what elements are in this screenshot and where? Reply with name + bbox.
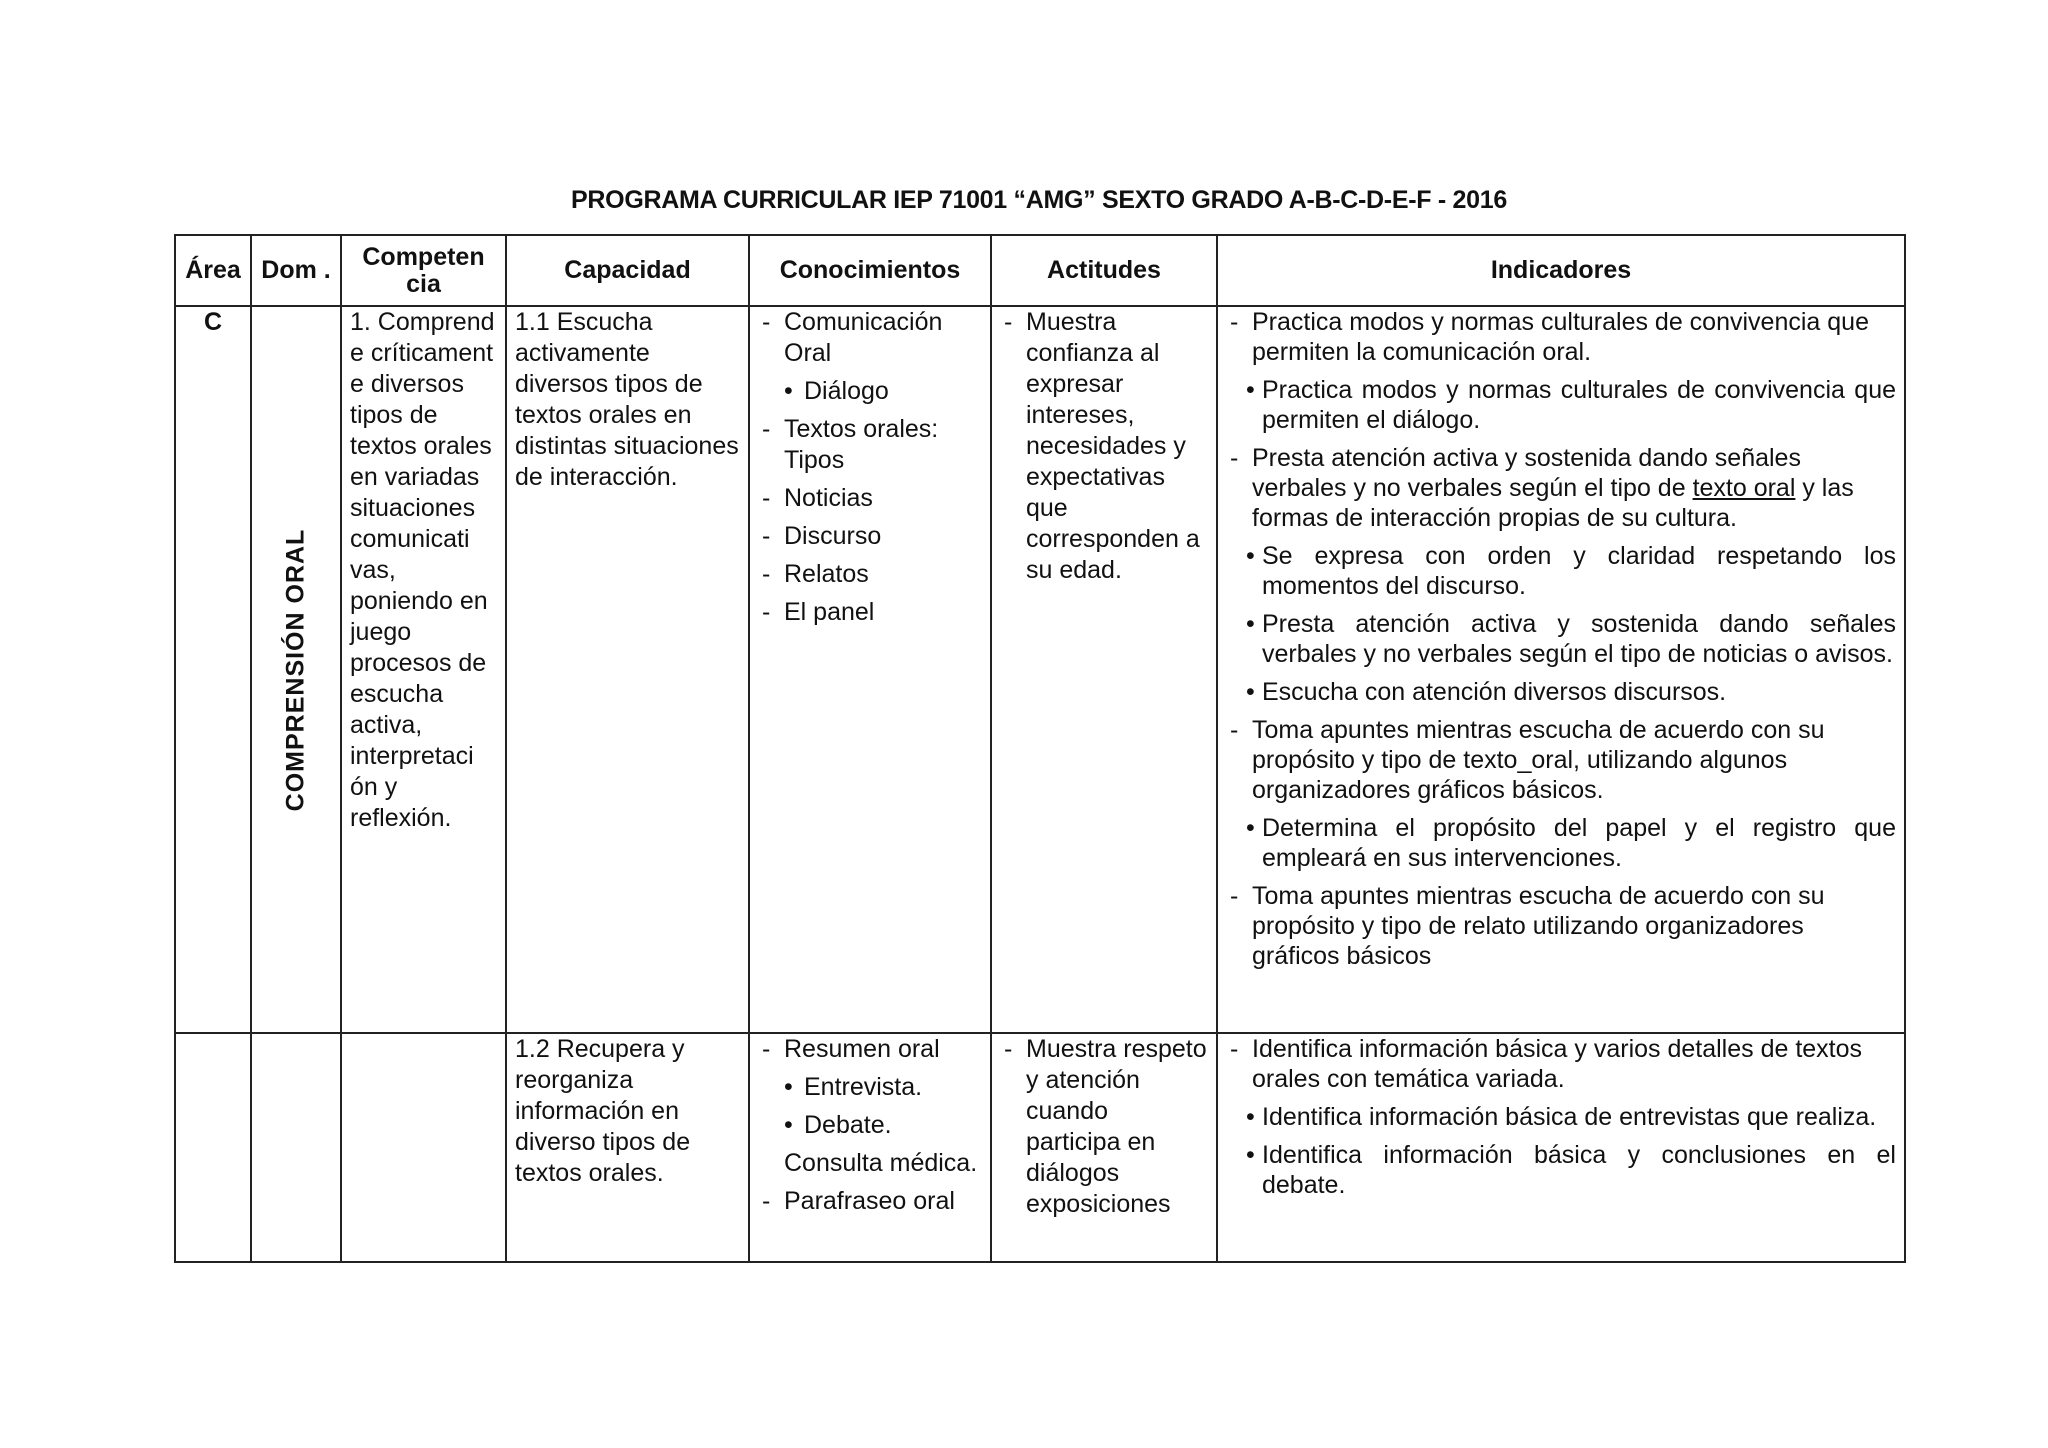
table-header-row (175, 235, 1905, 306)
competencia-cell (341, 1033, 506, 1262)
list-item: • Debate. (758, 1110, 982, 1141)
header-conocimientos: Conocimientos (749, 235, 991, 306)
list-item: - Discurso (758, 521, 982, 552)
indicator-text: y las formas de interacción propias de su cultura. (1252, 474, 1854, 532)
list-item: - Textos orales: Tipos (758, 414, 982, 476)
list-item: - Toma apuntes mientras escucha de acuerdo con su propósito y tipo de texto_oral, utilizando algunos organizadores gráficos básicos. (1226, 715, 1896, 805)
list-item: • Se expresa con orden y claridad respetando los momentos del discurso. (1226, 541, 1896, 601)
conocimientos-cell (749, 1033, 991, 1262)
indicadores-cell (1217, 1033, 1905, 1262)
document-title: PROGRAMA CURRICULAR IEP 71001 “AMG” SEXTO GRADO A-B-C-D-E-F - 2016 (571, 186, 1507, 214)
list-item: - Relatos (758, 559, 982, 590)
list-item: - Muestra respeto y atención cuando participa en diálogos exposiciones (1000, 1034, 1208, 1220)
dominio-label: COMPRENSIÓN ORAL (281, 528, 310, 811)
indicadores-cell (1217, 306, 1905, 1033)
list-item: - Parafraseo oral (758, 1186, 982, 1217)
header-capacidad: Capacidad (506, 235, 749, 306)
capacidad-cell: 1.1 Escucha activamente diversos tipos de textos orales en distintas situaciones de interacción. (506, 306, 749, 1033)
list-item: - Identifica información básica y varios detalles de textos orales con temática variada. (1226, 1034, 1896, 1094)
header-area: Área (175, 235, 251, 306)
list-item: • Presta atención activa y sostenida dando señales verbales y no verbales según el tipo de noticias o avisos. (1226, 609, 1896, 669)
capacidad-cell: 1.2 Recupera y reorganiza información en diverso tipos de textos orales. (506, 1033, 749, 1262)
competencia-cell: 1. Comprend e críticament e diversos tipos de textos orales en variadas situaciones comunicati vas, poniendo en juego procesos de escucha activa, interpretaci ón y reflexión. (341, 306, 506, 1033)
actitudes-cell (991, 306, 1217, 1033)
area-cell: C (175, 306, 251, 1033)
header-indicadores: Indicadores (1217, 235, 1905, 306)
list-item: • Identifica información básica y conclusiones en el debate. (1226, 1140, 1896, 1200)
header-actitudes: Actitudes (991, 235, 1217, 306)
conocimientos-cell (749, 306, 991, 1033)
list-item: - Toma apuntes mientras escucha de acuerdo con su propósito y tipo de relato utilizando organizadores gráficos básicos (1226, 881, 1896, 971)
list-item: • Entrevista. (758, 1072, 982, 1103)
list-item: • Diálogo (758, 376, 982, 407)
header-dom: Dom . (251, 235, 341, 306)
list-item (1226, 443, 1896, 533)
list-item: - Noticias (758, 483, 982, 514)
list-item: • Determina el propósito del papel y el registro que empleará en sus intervenciones. (1226, 813, 1896, 873)
list-item: - El panel (758, 597, 982, 628)
list-item: - Comunicación Oral (758, 307, 982, 369)
list-item: • Practica modos y normas culturales de convivencia que permiten el diálogo. (1226, 375, 1896, 435)
list-item: - Practica modos y normas culturales de convivencia que permiten la comunicación oral. (1226, 307, 1896, 367)
list-item: Consulta médica. (784, 1149, 978, 1177)
curriculum-table (174, 234, 1906, 1263)
area-cell (175, 1033, 251, 1262)
table-row (175, 306, 1905, 1033)
header-competencia: Competen cia (341, 235, 506, 306)
list-item: - Muestra confianza al expresar intereses, necesidades y expectativas que corresponden a su edad. (1000, 307, 1208, 586)
indicator-text: Presta atención activa y sostenida dando señales verbales y no verbales según el tipo de (1252, 444, 1801, 502)
actitudes-cell (991, 1033, 1217, 1262)
list-item: - Resumen oral (758, 1034, 982, 1065)
underlined-text: texto oral (1692, 474, 1796, 502)
list-item: • Escucha con atención diversos discursos. (1226, 677, 1896, 707)
table-row (175, 1033, 1905, 1262)
dominio-cell (251, 1033, 341, 1262)
list-item: • Identifica información básica de entrevistas que realiza. (1226, 1102, 1896, 1132)
dominio-cell (251, 306, 341, 1033)
